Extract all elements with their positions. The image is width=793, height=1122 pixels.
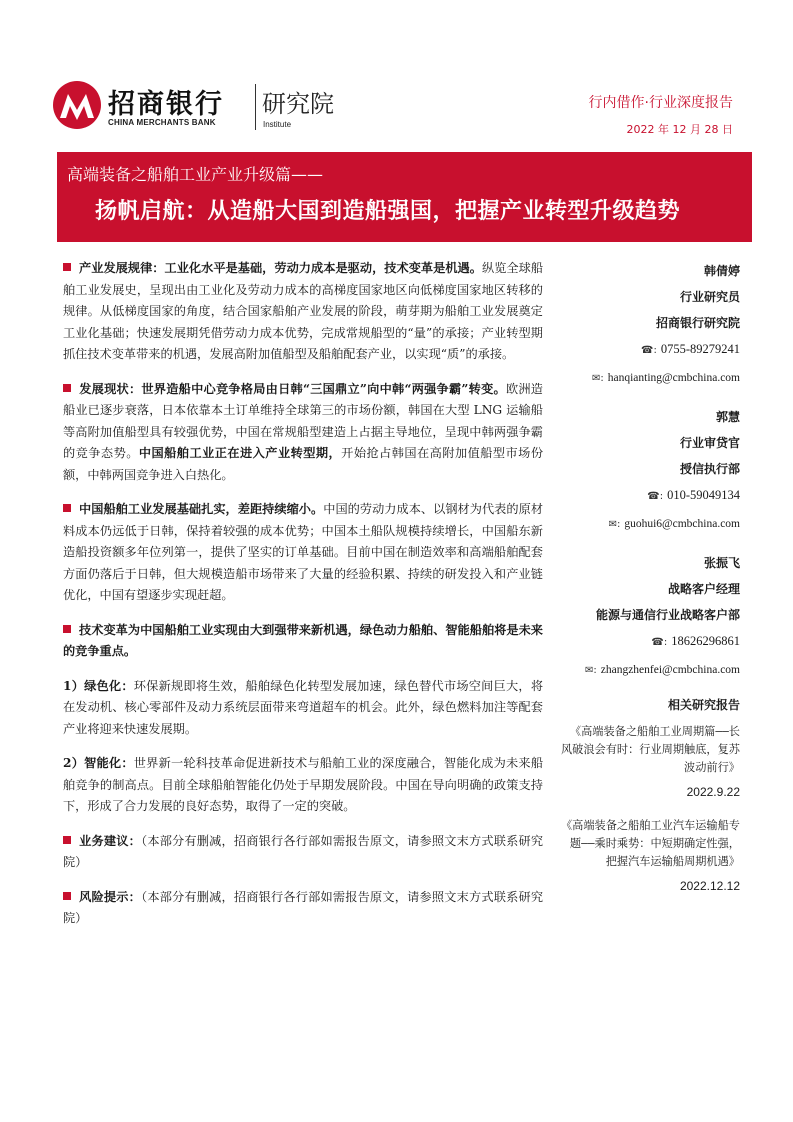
title-banner (57, 152, 752, 242)
sidebar (560, 258, 740, 911)
phone-icon: ☎: (647, 491, 664, 502)
tail-lead: 风险提示： (79, 889, 142, 904)
section-4 (63, 620, 543, 663)
report-type: 行内借作·行业深度报告 (588, 95, 733, 111)
analyst-name: 张振飞 (703, 556, 740, 570)
tail-body: （本部分有删减，招商银行各行部如需报告原文，请参照文末方式联系研究院） (63, 833, 544, 869)
section-body: 纵览全球船舶工业发展史，呈现出由工业化及劳动力成本的高梯度国家地区向低梯度国家地区转移的规律。从低梯度国家的角度，结合国家船舶产业发展的阶段，萌芽期为船舶工业发展奠定工业化基础；快速发展期凭借劳动力成本优势，完成常规船型的“量”的承接；产业转型期抓住技术变革带来的机遇，发展高附加值船型及船舶配套产业，以实现“质”的承接。 (63, 261, 544, 361)
bullet-square-icon (63, 625, 71, 633)
related-report-link[interactable]: 《高端装备之船舶工业周期篇——长风破浪会有时：行业周期触底，复苏波动前行》 (560, 725, 740, 774)
point-body: 世界新一轮科技革命促进新技术与船舶工业的深度融合，智能化成为未来船舶竞争的制高点。目前全球船舶智能化仍处于早期发展阶段。中国在导向明确的政策支持下，形成了合力发展的良好态势，取得了一定的突破。 (63, 756, 544, 813)
section-lead: 技术变革为中国船舶工业实现由大到强带来新机遇，绿色动力船舶、智能船舶将是未来的竞争重点。 (63, 622, 543, 658)
bullet-square-icon (63, 263, 71, 271)
analyst-phone: 010-59049134 (667, 488, 740, 502)
bullet-square-icon (63, 892, 71, 900)
logo-cn-text: 招商银行 (108, 89, 224, 120)
analyst-email-row (560, 656, 740, 684)
section-body: 欧洲造船业已逐步衰落，日本依靠本土订单维持全球第三的市场份额，韩国在大型 LNG 运输船等高附加值船型具有较强优势，中国在常规船型建造上占据主导地位，呈现中韩两强争霸的竞争态势。 (63, 381, 543, 460)
analyst-email[interactable]: guohui6@cmbchina.com (624, 518, 740, 530)
tail-lead: 业务建议： (79, 833, 142, 848)
banner-subtitle: 高端装备之船舶工业产业升级篇—— (67, 165, 324, 184)
bullet-square-icon (63, 836, 71, 844)
logo-divider (255, 84, 256, 130)
related-report-date: 2022.12.12 (679, 879, 740, 893)
cmb-logo-icon (52, 80, 102, 130)
analyst-card (560, 258, 740, 392)
point-lead: 2）智能化： (63, 756, 134, 770)
related-report-link[interactable]: 《高端装备之船舶工业汽车运输船专题——乘时乘势：中短期确定性强，把握汽车运输船周期机遇》 (560, 819, 740, 868)
analyst-phone-row (560, 482, 740, 510)
section-lead-2: 中国船舶工业正在进入产业转型期， (138, 446, 342, 460)
main-content (63, 258, 543, 943)
analyst-dept: 招商银行研究院 (655, 316, 740, 330)
section-lead: 产业发展规律：工业化水平是基础，劳动力成本是驱动，技术变革是机遇。 (79, 261, 482, 275)
point-lead: 1）绿色化： (63, 678, 134, 693)
analyst-card (560, 404, 740, 538)
section-body-2: 开始抢占韩国在高附加值船型市场份额，中韩两国竞争进入白热化。 (63, 446, 544, 482)
bullet-square-icon (63, 384, 71, 392)
section-2 (63, 379, 543, 487)
report-date: 2022 年 12 月 28 日 (626, 123, 733, 136)
section-1 (63, 258, 543, 366)
section-lead: 发展现状：世界造船中心竞争格局由日韩“三国鼎立”向中韩“两强争霸”转变。 (79, 381, 506, 396)
point-body: 环保新规即将生效，船舶绿色化转型发展加速，绿色替代市场空间巨大，将在发动机、核心零部件及动力系统层面带来弯道超车的机会。此外，绿色燃料加注等配套产业将迎来快速发展期。 (63, 678, 544, 736)
section-3 (63, 499, 543, 607)
analyst-title: 行业审贷官 (679, 436, 740, 450)
tail-body: （本部分有删减，招商银行各行部如需报告原文，请参照文末方式联系研究院） (63, 889, 544, 925)
analyst-name: 韩倩婷 (703, 264, 740, 278)
analyst-phone: 0755-89279241 (660, 342, 740, 356)
analyst-email-row (560, 364, 740, 392)
analyst-name: 郭慧 (715, 410, 740, 424)
logo-en-text: CHINA MERCHANTS BANK (108, 118, 216, 127)
analyst-email-row (560, 510, 740, 538)
analyst-email[interactable]: zhangzhenfei@cmbchina.com (600, 664, 740, 676)
business-advice (63, 831, 543, 874)
analyst-card (560, 550, 740, 684)
institute-name: 研究院 (262, 90, 334, 118)
email-icon: ✉: (608, 519, 621, 530)
phone-icon: ☎: (651, 637, 668, 648)
risk-warning (63, 887, 543, 930)
section-body: 中国的劳动力成本、以钢材为代表的原材料成本仍远低于日韩，保持着较强的成本优势；中国本土船队规模持续增长，中国船东新造船投资额多年位列第一，提供了坚实的订单基础。目前中国在制造效率和高端船舶配套方面仍落后于日韩，但大规模造船市场带来了大量的经验积累、持续的研发投入和产业链优化，中国有望逐步实现赶超。 (63, 502, 544, 602)
related-reports-title: 相关研究报告 (667, 698, 740, 712)
analyst-email[interactable]: hanqianting@cmbchina.com (607, 372, 740, 384)
section-lead: 中国船舶工业发展基础扎实，差距持续缩小。 (79, 502, 324, 516)
email-icon: ✉: (584, 665, 597, 676)
bullet-square-icon (63, 504, 71, 512)
institute-name-en: Institute (263, 120, 292, 129)
analyst-dept: 授信执行部 (679, 462, 740, 476)
phone-icon: ☎: (641, 345, 657, 356)
analyst-phone-row (560, 336, 740, 364)
point-smart (63, 753, 543, 818)
email-icon: ✉: (591, 373, 604, 384)
point-green (63, 676, 543, 741)
analyst-title: 战略客户经理 (667, 582, 740, 596)
page-title: 扬帆启航：从造船大国到造船强国，把握产业转型升级趋势 (95, 199, 681, 224)
analyst-phone-row (560, 628, 740, 656)
analyst-title: 行业研究员 (679, 290, 740, 304)
analyst-phone: 18626296861 (671, 634, 740, 648)
analyst-dept: 能源与通信行业战略客户部 (595, 608, 740, 622)
related-report-date: 2022.9.22 (686, 785, 740, 799)
